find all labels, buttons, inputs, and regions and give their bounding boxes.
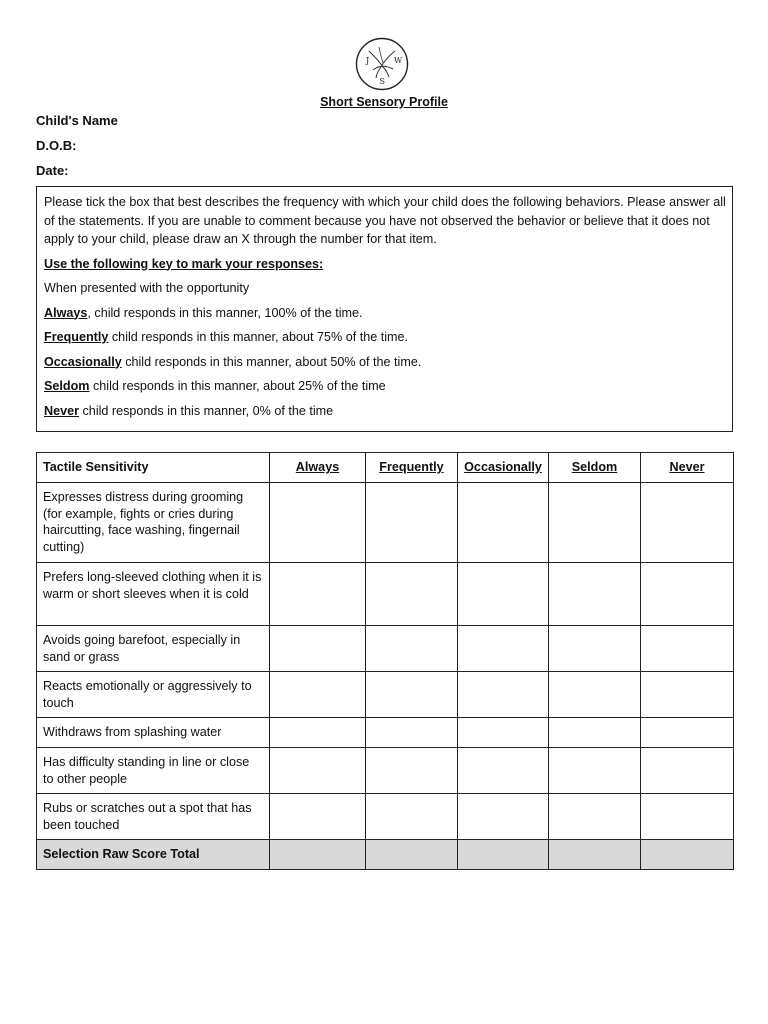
table-row bbox=[37, 672, 734, 718]
response-cell-frequently[interactable] bbox=[366, 626, 458, 672]
item-label: Avoids going barefoot, especially in sand or grass bbox=[37, 626, 270, 672]
response-cell-always[interactable] bbox=[270, 748, 366, 794]
logo-letter-s: S bbox=[379, 77, 385, 86]
col-always: Always bbox=[270, 453, 366, 483]
col-never: Never bbox=[641, 453, 734, 483]
item-label: Rubs or scratches out a spot that has been touched bbox=[37, 794, 270, 840]
response-cell-occasionally[interactable] bbox=[458, 563, 549, 626]
response-cell-occasionally[interactable] bbox=[458, 794, 549, 840]
response-cell-never[interactable] bbox=[641, 672, 734, 718]
dob-label: D.O.B: bbox=[36, 138, 77, 153]
response-cell-occasionally[interactable] bbox=[458, 672, 549, 718]
response-cell-frequently[interactable] bbox=[366, 563, 458, 626]
col-frequently: Frequently bbox=[366, 453, 458, 483]
instructions-intro: Please tick the box that best describes the frequency with which your child does the following behaviors. Please answer all of the statements. If you are unable to comment because you have not observed the behavior or believe that it does not apply to your child, please draw an X through the number for that item. bbox=[44, 195, 726, 246]
key-never: Never child responds in this manner, 0% of the time bbox=[44, 403, 334, 418]
table-header-row bbox=[37, 453, 734, 483]
table-row bbox=[37, 626, 734, 672]
response-cell-never[interactable] bbox=[641, 563, 734, 626]
response-cell-seldom[interactable] bbox=[549, 626, 641, 672]
childs-name-label: Child's Name bbox=[36, 113, 118, 128]
total-cell-always[interactable] bbox=[270, 840, 366, 870]
response-cell-never[interactable] bbox=[641, 794, 734, 840]
table-row bbox=[37, 563, 734, 626]
key-seldom: Seldom child responds in this manner, about 25% of the time bbox=[44, 379, 386, 393]
response-cell-frequently[interactable] bbox=[366, 794, 458, 840]
page-title: Short Sensory Profile bbox=[320, 95, 448, 109]
response-cell-seldom[interactable] bbox=[549, 563, 641, 626]
response-cell-always[interactable] bbox=[270, 563, 366, 626]
total-cell-never[interactable] bbox=[641, 840, 734, 870]
opportunity-text: When presented with the opportunity bbox=[44, 281, 250, 295]
response-cell-occasionally[interactable] bbox=[458, 748, 549, 794]
item-label: Has difficulty standing in line or close to other people bbox=[37, 748, 270, 794]
response-cell-never[interactable] bbox=[641, 748, 734, 794]
response-cell-never[interactable] bbox=[641, 626, 734, 672]
response-cell-occasionally[interactable] bbox=[458, 626, 549, 672]
key-heading: Use the following key to mark your responses: bbox=[44, 256, 324, 271]
logo-letter-j: J bbox=[366, 56, 370, 65]
total-cell-occasionally[interactable] bbox=[458, 840, 549, 870]
table-row bbox=[37, 748, 734, 794]
key-frequently: Frequently child responds in this manner, about 75% of the time. bbox=[44, 330, 409, 344]
total-cell-seldom[interactable] bbox=[549, 840, 641, 870]
response-cell-occasionally[interactable] bbox=[458, 483, 549, 563]
item-label: Reacts emotionally or aggressively to touch bbox=[37, 672, 270, 718]
response-cell-always[interactable] bbox=[270, 626, 366, 672]
response-cell-always[interactable] bbox=[270, 794, 366, 840]
logo-letter-w: W bbox=[394, 56, 403, 65]
key-always: Always, child responds in this manner, 100% of the time. bbox=[44, 305, 363, 320]
response-cell-seldom[interactable] bbox=[549, 748, 641, 794]
response-cell-frequently[interactable] bbox=[366, 483, 458, 563]
table-row bbox=[37, 718, 734, 748]
response-cell-frequently[interactable] bbox=[366, 718, 458, 748]
response-cell-always[interactable] bbox=[270, 718, 366, 748]
response-cell-occasionally[interactable] bbox=[458, 718, 549, 748]
response-cell-seldom[interactable] bbox=[549, 718, 641, 748]
tactile-sensitivity-table bbox=[36, 452, 734, 870]
category-header: Tactile Sensitivity bbox=[37, 453, 270, 483]
response-cell-seldom[interactable] bbox=[549, 483, 641, 563]
response-cell-frequently[interactable] bbox=[366, 748, 458, 794]
response-cell-seldom[interactable] bbox=[549, 672, 641, 718]
response-cell-seldom[interactable] bbox=[549, 794, 641, 840]
date-label: Date: bbox=[36, 163, 69, 178]
instructions-box bbox=[36, 186, 733, 432]
item-label: Withdraws from splashing water bbox=[37, 718, 270, 748]
jws-logo bbox=[355, 37, 409, 91]
response-cell-always[interactable] bbox=[270, 483, 366, 563]
item-label: Expresses distress during grooming (for example, fights or cries during haircutting, face washing, fingernail cutting) bbox=[37, 483, 270, 563]
total-label: Selection Raw Score Total bbox=[37, 840, 270, 870]
key-occasionally: Occasionally child responds in this manner, about 50% of the time. bbox=[44, 354, 422, 369]
table-row bbox=[37, 483, 734, 563]
response-cell-never[interactable] bbox=[641, 483, 734, 563]
table-row bbox=[37, 794, 734, 840]
response-cell-never[interactable] bbox=[641, 718, 734, 748]
response-cell-always[interactable] bbox=[270, 672, 366, 718]
total-row bbox=[37, 840, 734, 870]
total-cell-frequently[interactable] bbox=[366, 840, 458, 870]
item-label: Prefers long-sleeved clothing when it is warm or short sleeves when it is cold bbox=[37, 563, 270, 626]
col-occasionally: Occasionally bbox=[458, 453, 549, 483]
response-cell-frequently[interactable] bbox=[366, 672, 458, 718]
col-seldom: Seldom bbox=[549, 453, 641, 483]
